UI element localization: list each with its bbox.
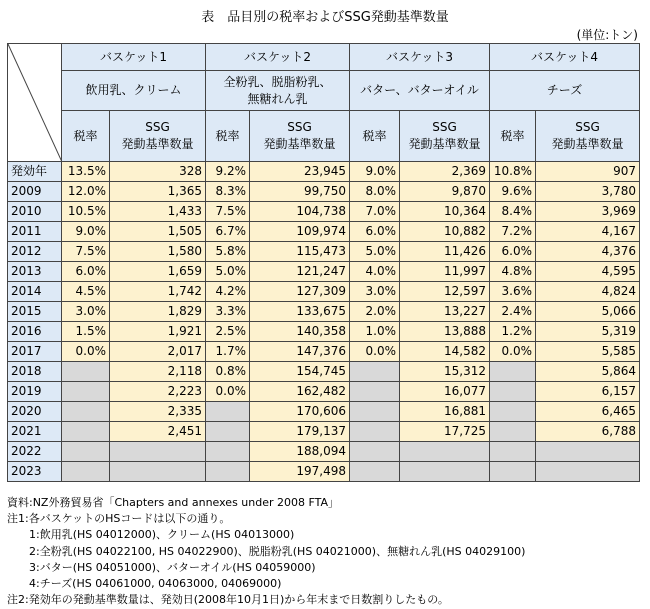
- empty-cell: [490, 382, 536, 402]
- empty-cell: [400, 442, 490, 462]
- empty-cell: [350, 362, 400, 382]
- ssg-cell: 4,595: [536, 262, 640, 282]
- year-cell: 2016: [8, 322, 62, 342]
- basket4-header: バスケット4: [490, 44, 640, 71]
- rate-cell: 9.2%: [206, 162, 250, 182]
- ssg-cell: 12,597: [400, 282, 490, 302]
- empty-cell: [536, 442, 640, 462]
- year-cell: 2023: [8, 462, 62, 482]
- ssg-cell: 188,094: [250, 442, 350, 462]
- ssg-cell: 2,451: [110, 422, 206, 442]
- rate-cell: 3.6%: [490, 282, 536, 302]
- rate-cell: 2.0%: [350, 302, 400, 322]
- note-line: 4:チーズ(HS 04061000, 04063000, 04069000): [7, 577, 282, 591]
- empty-cell: [490, 402, 536, 422]
- ssg-cell: 197,498: [250, 462, 350, 482]
- unit-label: (単位:トン): [576, 28, 638, 42]
- rate-cell: 10.5%: [62, 202, 110, 222]
- header-corner: [8, 44, 62, 162]
- ssg-header: SSG 発動基準数量: [250, 111, 350, 162]
- ssg-cell: 99,750: [250, 182, 350, 202]
- ssg-cell: 328: [110, 162, 206, 182]
- table-row: [8, 442, 640, 462]
- table-row: [8, 262, 640, 282]
- empty-cell: [490, 362, 536, 382]
- ssg-cell: 115,473: [250, 242, 350, 262]
- empty-cell: [62, 402, 110, 422]
- ssg-cell: 1,433: [110, 202, 206, 222]
- rate-cell: 1.0%: [350, 322, 400, 342]
- ssg-cell: 2,017: [110, 342, 206, 362]
- empty-cell: [206, 422, 250, 442]
- ssg-cell: 6,157: [536, 382, 640, 402]
- rate-cell: 7.0%: [350, 202, 400, 222]
- rate-header: 税率: [206, 111, 250, 162]
- ssg-header: SSG 発動基準数量: [110, 111, 206, 162]
- ssg-header: SSG 発動基準数量: [536, 111, 640, 162]
- ssg-cell: 104,738: [250, 202, 350, 222]
- ssg-cell: 1,829: [110, 302, 206, 322]
- ssg-cell: 5,864: [536, 362, 640, 382]
- table-row: [8, 302, 640, 322]
- rate-cell: 12.0%: [62, 182, 110, 202]
- rate-cell: 1.2%: [490, 322, 536, 342]
- rate-cell: 5.8%: [206, 242, 250, 262]
- empty-cell: [62, 442, 110, 462]
- ssg-cell: 1,580: [110, 242, 206, 262]
- empty-cell: [400, 462, 490, 482]
- empty-cell: [536, 462, 640, 482]
- empty-cell: [206, 402, 250, 422]
- ssg-cell: 3,969: [536, 202, 640, 222]
- rate-header: 税率: [490, 111, 536, 162]
- ssg-header: SSG 発動基準数量: [400, 111, 490, 162]
- basket2-items: 全粉乳、脱脂粉乳、 無糖れん乳: [206, 71, 350, 111]
- ssg-cell: 5,066: [536, 302, 640, 322]
- year-cell: 2009: [8, 182, 62, 202]
- rate-cell: 4.8%: [490, 262, 536, 282]
- basket2-header: バスケット2: [206, 44, 350, 71]
- ssg-cell: 9,870: [400, 182, 490, 202]
- ssg-cell: 23,945: [250, 162, 350, 182]
- year-cell: 2015: [8, 302, 62, 322]
- rate-cell: 0.0%: [62, 342, 110, 362]
- note-line: 2:全粉乳(HS 04022100, HS 04022900)、脱脂粉乳(HS 04021000)、無糖れん乳(HS 04029100): [7, 544, 526, 558]
- year-cell: 2013: [8, 262, 62, 282]
- ssg-cell: 1,659: [110, 262, 206, 282]
- empty-cell: [350, 382, 400, 402]
- ssg-cell: 6,788: [536, 422, 640, 442]
- ssg-cell: 127,309: [250, 282, 350, 302]
- year-cell: 発効年: [8, 162, 62, 182]
- rate-cell: 10.8%: [490, 162, 536, 182]
- ssg-cell: 4,824: [536, 282, 640, 302]
- table-row: [8, 462, 640, 482]
- ssg-cell: 140,358: [250, 322, 350, 342]
- corner-diagonal: [8, 44, 62, 162]
- ssg-cell: 13,227: [400, 302, 490, 322]
- rate-cell: 1.7%: [206, 342, 250, 362]
- empty-cell: [62, 382, 110, 402]
- ssg-cell: 154,745: [250, 362, 350, 382]
- rate-cell: 6.0%: [62, 262, 110, 282]
- year-cell: 2012: [8, 242, 62, 262]
- rate-cell: 9.6%: [490, 182, 536, 202]
- ssg-cell: 10,882: [400, 222, 490, 242]
- ssg-cell: 6,465: [536, 402, 640, 422]
- empty-cell: [350, 462, 400, 482]
- rate-header: 税率: [350, 111, 400, 162]
- ssg-cell: 16,077: [400, 382, 490, 402]
- year-cell: 2018: [8, 362, 62, 382]
- table-row: [8, 222, 640, 242]
- ssg-cell: 2,223: [110, 382, 206, 402]
- empty-cell: [490, 422, 536, 442]
- empty-cell: [206, 462, 250, 482]
- empty-cell: [110, 462, 206, 482]
- ssg-cell: 2,335: [110, 402, 206, 422]
- note-line: 注1:各バスケットのHSコードは以下の通り。: [7, 512, 231, 526]
- ssg-cell: 11,426: [400, 242, 490, 262]
- basket1-header: バスケット1: [62, 44, 206, 71]
- ssg-cell: 907: [536, 162, 640, 182]
- empty-cell: [350, 442, 400, 462]
- ssg-cell: 1,921: [110, 322, 206, 342]
- empty-cell: [206, 442, 250, 462]
- page-title: 表 品目別の税率およびSSG発動基準数量: [201, 10, 449, 25]
- rate-cell: 1.5%: [62, 322, 110, 342]
- year-cell: 2010: [8, 202, 62, 222]
- year-cell: 2017: [8, 342, 62, 362]
- rate-cell: 8.3%: [206, 182, 250, 202]
- table-row: [8, 162, 640, 182]
- year-cell: 2021: [8, 422, 62, 442]
- table-row: [8, 402, 640, 422]
- ssg-cell: 5,585: [536, 342, 640, 362]
- ssg-cell: 1,742: [110, 282, 206, 302]
- year-cell: 2011: [8, 222, 62, 242]
- note-line: 注2:発効年の発動基準数量は、発効日(2008年10月1日)から年末まで日数割りしたもの。: [7, 593, 449, 607]
- table-row: [8, 282, 640, 302]
- table-row: [8, 382, 640, 402]
- ssg-cell: 15,312: [400, 362, 490, 382]
- table-row: [8, 242, 640, 262]
- rate-cell: 6.0%: [350, 222, 400, 242]
- note-line: 1:飲用乳(HS 04012000)、クリーム(HS 04013000): [7, 528, 295, 542]
- ssg-cell: 17,725: [400, 422, 490, 442]
- rate-cell: 0.0%: [490, 342, 536, 362]
- ssg-cell: 121,247: [250, 262, 350, 282]
- basket3-header: バスケット3: [350, 44, 490, 71]
- ssg-cell: 4,167: [536, 222, 640, 242]
- rate-cell: 8.4%: [490, 202, 536, 222]
- rate-cell: 0.8%: [206, 362, 250, 382]
- ssg-cell: 147,376: [250, 342, 350, 362]
- table-row: [8, 362, 640, 382]
- empty-cell: [490, 442, 536, 462]
- rate-cell: 7.5%: [62, 242, 110, 262]
- rate-cell: 4.5%: [62, 282, 110, 302]
- rate-cell: 7.2%: [490, 222, 536, 242]
- empty-cell: [350, 402, 400, 422]
- rate-cell: 0.0%: [206, 382, 250, 402]
- ssg-cell: 179,137: [250, 422, 350, 442]
- notes: [7, 495, 525, 608]
- empty-cell: [490, 462, 536, 482]
- table-row: [8, 322, 640, 342]
- basket3-items: バター、バターオイル: [350, 71, 490, 111]
- rate-cell: 0.0%: [350, 342, 400, 362]
- empty-cell: [62, 462, 110, 482]
- ssg-cell: 14,582: [400, 342, 490, 362]
- ssg-cell: 2,369: [400, 162, 490, 182]
- rate-header: 税率: [62, 111, 110, 162]
- rate-cell: 2.4%: [490, 302, 536, 322]
- table-row: [8, 342, 640, 362]
- rate-cell: 6.0%: [490, 242, 536, 262]
- empty-cell: [110, 442, 206, 462]
- rate-cell: 13.5%: [62, 162, 110, 182]
- rate-cell: 8.0%: [350, 182, 400, 202]
- ssg-cell: 133,675: [250, 302, 350, 322]
- rate-cell: 5.0%: [350, 242, 400, 262]
- rate-cell: 2.5%: [206, 322, 250, 342]
- year-cell: 2022: [8, 442, 62, 462]
- table-row: [8, 422, 640, 442]
- basket1-items: 飲用乳、クリーム: [62, 71, 206, 111]
- ssg-cell: 5,319: [536, 322, 640, 342]
- rate-cell: 9.0%: [350, 162, 400, 182]
- ssg-cell: 10,364: [400, 202, 490, 222]
- note-line: 3:バター(HS 04051000)、バターオイル(HS 04059000): [7, 560, 316, 574]
- ssg-cell: 2,118: [110, 362, 206, 382]
- empty-cell: [62, 422, 110, 442]
- rate-cell: 6.7%: [206, 222, 250, 242]
- ssg-cell: 16,881: [400, 402, 490, 422]
- tariff-table: [7, 43, 640, 482]
- ssg-cell: 11,997: [400, 262, 490, 282]
- rate-cell: 3.0%: [62, 302, 110, 322]
- table-row: [8, 182, 640, 202]
- ssg-cell: 170,606: [250, 402, 350, 422]
- rate-cell: 7.5%: [206, 202, 250, 222]
- ssg-cell: 3,780: [536, 182, 640, 202]
- rate-cell: 4.0%: [350, 262, 400, 282]
- year-cell: 2014: [8, 282, 62, 302]
- ssg-cell: 109,974: [250, 222, 350, 242]
- rate-cell: 9.0%: [62, 222, 110, 242]
- rate-cell: 3.0%: [350, 282, 400, 302]
- note-line: 資料:NZ外務貿易省「Chapters and annexes under 2008 FTA」: [7, 496, 340, 509]
- ssg-cell: 162,482: [250, 382, 350, 402]
- empty-cell: [350, 422, 400, 442]
- basket4-items: チーズ: [490, 71, 640, 111]
- rate-cell: 3.3%: [206, 302, 250, 322]
- year-cell: 2020: [8, 402, 62, 422]
- ssg-cell: 1,505: [110, 222, 206, 242]
- ssg-cell: 4,376: [536, 242, 640, 262]
- ssg-cell: 1,365: [110, 182, 206, 202]
- ssg-cell: 13,888: [400, 322, 490, 342]
- year-cell: 2019: [8, 382, 62, 402]
- rate-cell: 4.2%: [206, 282, 250, 302]
- empty-cell: [62, 362, 110, 382]
- table-row: [8, 202, 640, 222]
- rate-cell: 5.0%: [206, 262, 250, 282]
